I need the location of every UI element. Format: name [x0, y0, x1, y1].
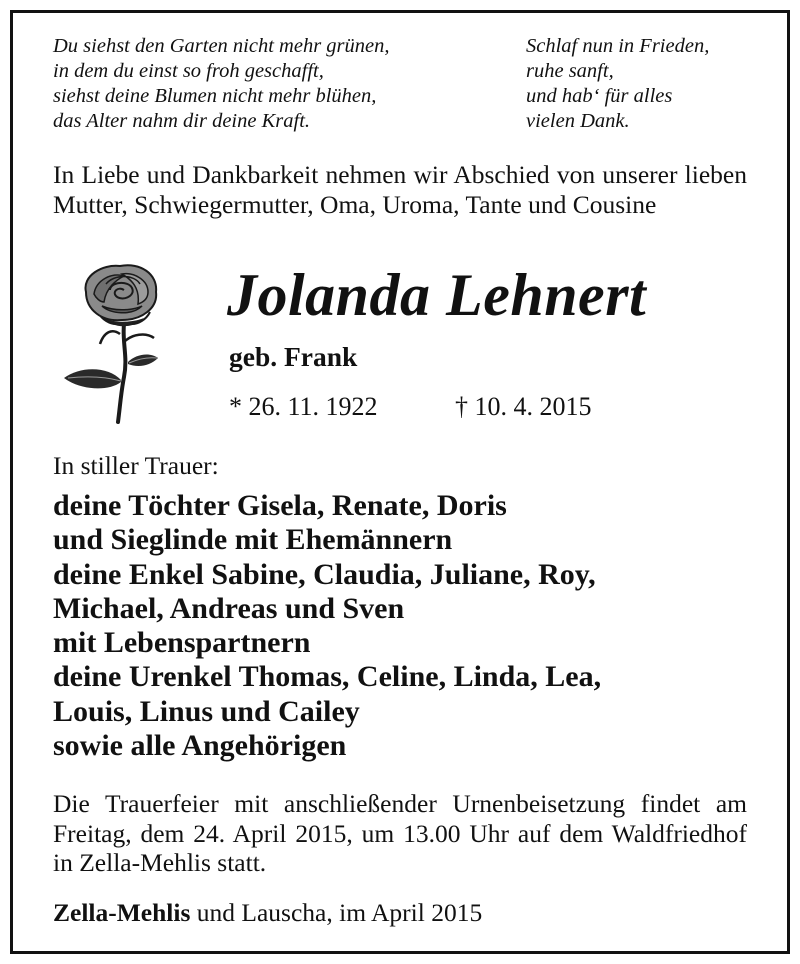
- poem-left: [53, 34, 390, 134]
- deceased-name: Jolanda Lehnert: [227, 262, 647, 328]
- mourner-line: Michael, Andreas und Sven: [53, 591, 405, 625]
- poem-right-line: ruhe sanft,: [526, 60, 614, 82]
- rose-icon: [58, 262, 174, 424]
- poem-left-line: in dem du einst so froh geschafft,: [53, 60, 324, 82]
- closing-place: Zella-Mehlis: [53, 898, 191, 927]
- poem-right: [526, 34, 709, 134]
- mourner-line: und Sieglinde mit Ehemännern: [53, 523, 453, 557]
- mourners-list: [53, 489, 601, 763]
- mourner-line: deine Enkel Sabine, Claudia, Juliane, Roy,: [53, 557, 596, 591]
- birth-date: * 26. 11. 1922: [229, 392, 378, 421]
- mourner-line: deine Töchter Gisela, Renate, Doris: [53, 489, 507, 522]
- maiden-name: geb. Frank: [229, 341, 358, 372]
- mourner-line: deine Urenkel Thomas, Celine, Linda, Lea,: [53, 660, 602, 694]
- poem-right-line: vielen Dank.: [526, 110, 630, 132]
- poem-left-line: das Alter nahm dir deine Kraft.: [53, 110, 311, 132]
- death-date: † 10. 4. 2015: [455, 392, 592, 421]
- poem-left-line: Du siehst den Garten nicht mehr grünen,: [53, 35, 390, 57]
- closing-rest: und Lauscha, im April 2015: [190, 898, 483, 927]
- mourning-label: In stiller Trauer:: [53, 451, 219, 480]
- intro-text: In Liebe und Dankbarkeit nehmen wir Abschied von unserer lieben Mutter, Schwiegermutter, Oma, Uroma, Tante und Cousine: [53, 160, 747, 219]
- poem-right-line: und hab‘ für alles: [526, 85, 673, 107]
- mourner-line: sowie alle Angehörigen: [53, 729, 347, 763]
- poem-left-line: siehst deine Blumen nicht mehr blühen,: [53, 85, 377, 107]
- mourner-line: mit Lebenspartnern: [53, 626, 311, 660]
- funeral-notice: Die Trauerfeier mit anschließender Urnenbeisetzung findet am Freitag, dem 24. April 2015, um 13.00 Uhr auf dem Waldfriedhof in Zella-Mehlis statt.: [53, 789, 747, 877]
- poem-right-line: Schlaf nun in Frieden,: [526, 35, 710, 57]
- closing-line: [53, 897, 482, 929]
- mourner-line: Louis, Linus und Cailey: [53, 694, 360, 728]
